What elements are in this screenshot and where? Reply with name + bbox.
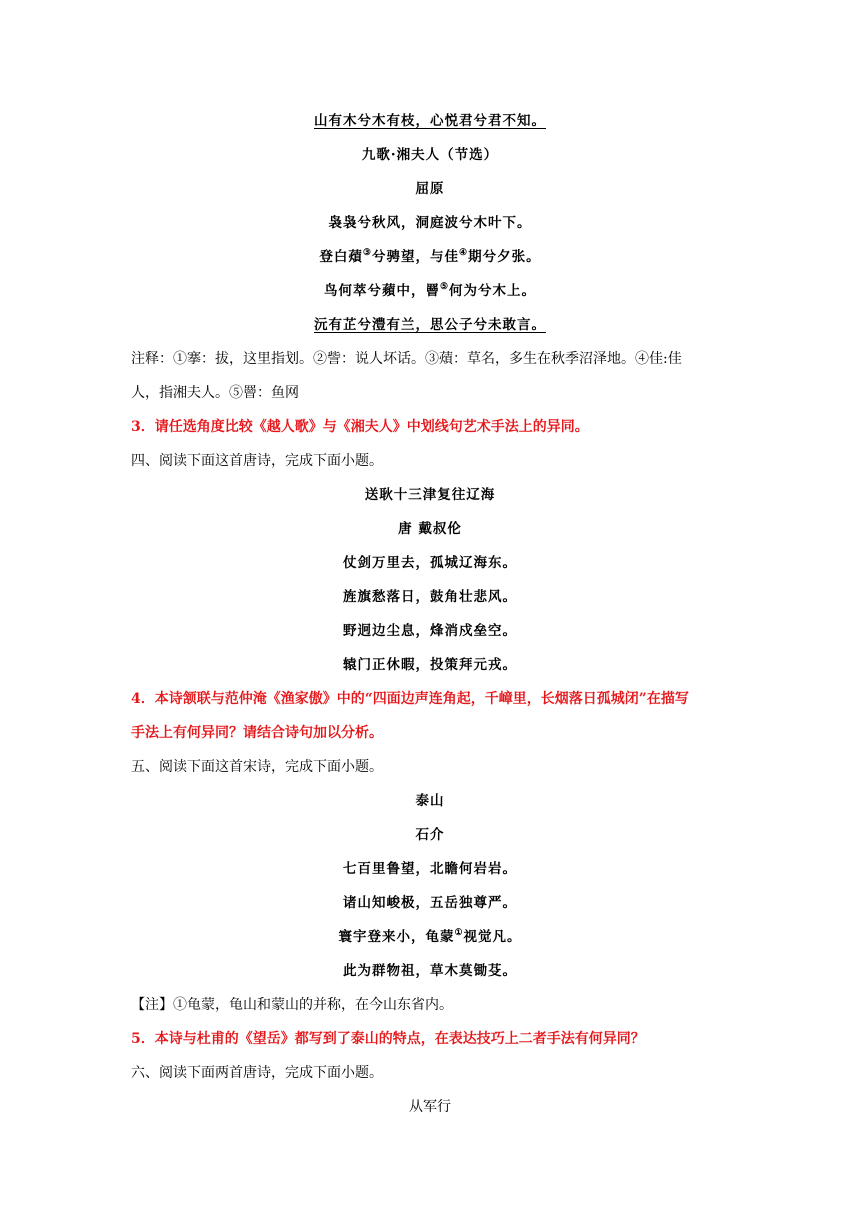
poem4-note: 【注】①龟蒙，龟山和蒙山的并称，在今山东省内。 [131,997,453,1013]
poem2-author: 屈原 [415,181,445,197]
poem2-underlined-line: 沅有芷兮澧有兰，思公子兮未敢言。 [314,317,546,333]
poem1-line-text: 山有木兮木有枝，心悦君兮君不知。 [314,113,546,129]
poem1-underlined-line [0,111,860,131]
question-3: 3．请任选角度比较《越人歌》与《湘夫人》中划线句艺术手法上的异同。 [131,419,589,435]
poem3-line-2: 旌旗愁落日，鼓角壮悲风。 [343,589,517,605]
poem3-line-1: 仗剑万里去，孤城辽海东。 [343,555,517,571]
poem4-title: 泰山 [415,793,445,809]
section-6-intro: 六、阅读下面两首唐诗，完成下面小题。 [131,1065,383,1081]
section-5-intro: 五、阅读下面这首宋诗，完成下面小题。 [131,759,383,775]
question-5: 5．本诗与杜甫的《望岳》都写到了泰山的特点，在表达技巧上二者手法有何异同？ [131,1031,645,1047]
poem2-line-4 [0,315,860,335]
poem2-note-line-1: 注释：①搴：拔，这里指划。②訾：说人坏话。③薠：草名，多生在秋季沼泽地。④佳:佳 [131,351,682,367]
poem2-line-1: 袅袅兮秋风，洞庭波兮木叶下。 [328,215,532,231]
poem3-title: 送耿十三津复往辽海 [364,487,496,503]
question-4-line-1: 4．本诗颔联与范仲淹《渔家傲》中的“四面边声连角起，千嶂里，长烟落日孤城闭”在描写 [131,691,689,707]
poem3-line-4: 辕门正休暇，投策拜元戎。 [343,657,517,673]
poem4-line-4: 此为群物祖，草木莫锄芟。 [343,963,517,979]
poem3-line-3: 野迥边尘息，烽消戍垒空。 [343,623,517,639]
poem4-line-2: 诸山知峻极，五岳独尊严。 [343,895,517,911]
poem3-author: 唐 戴叔伦 [398,521,462,537]
poem2-line-2: 登白薠③兮骋望，与佳④期兮夕张。 [319,248,541,265]
question-4-line-2: 手法上有何异同？请结合诗句加以分析。 [131,725,383,741]
poem4-line-1: 七百里鲁望，北瞻何岩岩。 [343,861,517,877]
poem4-line-3: 寰宇登来小，龟蒙①视觉凡。 [338,928,522,945]
section-4-intro: 四、阅读下面这首唐诗，完成下面小题。 [131,453,383,469]
poem5-title: 从军行 [409,1099,451,1115]
poem2-note-line-2: 人，指湘夫人。⑤罾：鱼网 [131,385,299,401]
poem2-title: 九歌·湘夫人（节选） [361,147,499,163]
poem4-author: 石介 [415,827,445,843]
poem2-line-3: 鸟何萃兮蘋中，罾⑤何为兮木上。 [323,282,537,299]
